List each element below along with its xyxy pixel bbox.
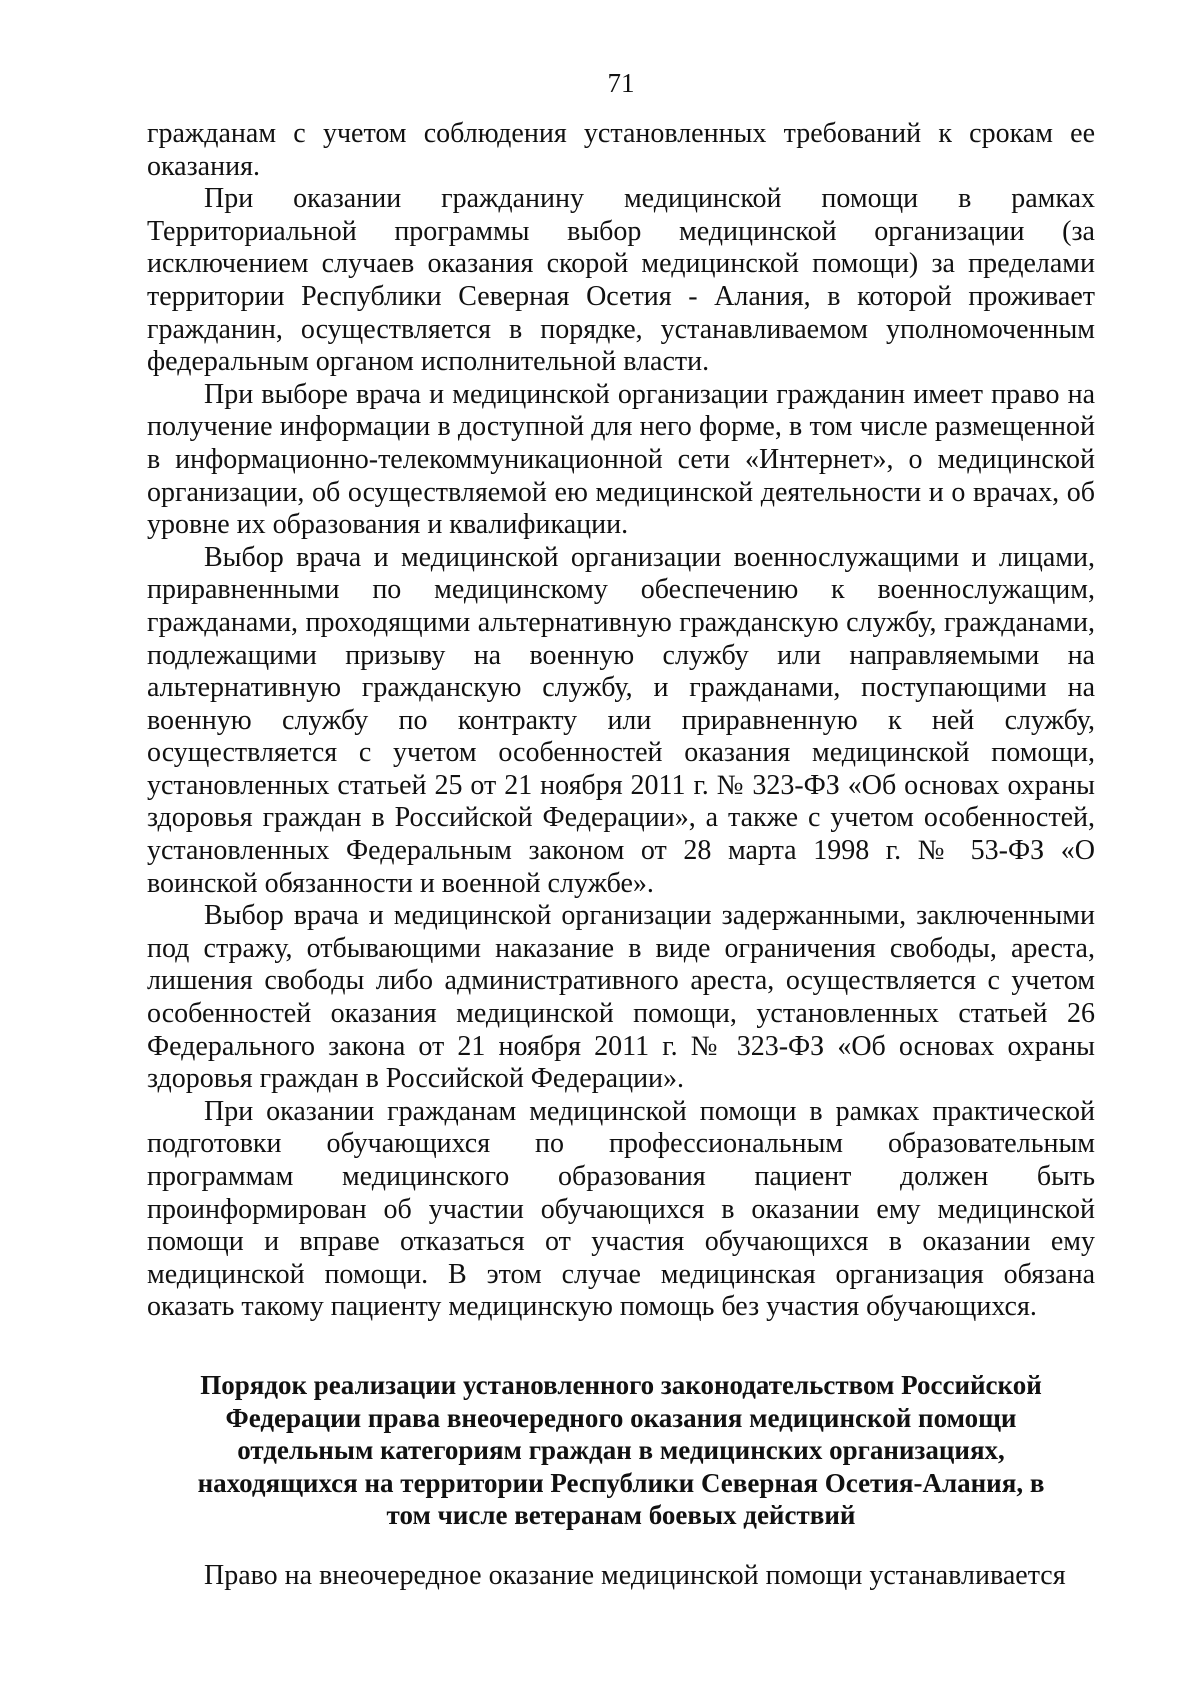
paragraph-right-to-information: При выборе врача и медицинской организации гражданин имеет право на получение информации в доступной для него форме, в том числе размещенной в информационно-телекоммуникационной сети «Интернет», о медицинской организации, об осуществляемой ею медицинской деятельности и о врачах, об уровне их образования и квалификации. [147,378,1095,541]
page-number: 71 [607,68,635,98]
section-heading-line: отдельным категориям граждан в медицинских организациях, [237,1435,1005,1466]
section-heading-line: Федерации права внеочередного оказания медицинской помощи [225,1402,1017,1433]
document-page [147,66,1095,1593]
section-heading [147,1369,1095,1532]
section-heading-line: находящихся на территории Республики Северная Осетия-Алания, в [197,1467,1045,1498]
paragraph-choice-outside-region: При оказании гражданину медицинской помощи в рамках Территориальной программы выбор медицинской организации (за исключением случаев оказания скорой медицинской помощи) за пределами территории Республики Северная Осетия - Алания, в которой проживает гражданин, осуществляется в порядке, устанавливаемом уполномоченным федеральным органом исполнительной власти. [147,183,1095,378]
paragraph-continuation: гражданам с учетом соблюдения установленных требований к срокам ее оказания. [147,118,1095,182]
paragraph-military-personnel: Выбор врача и медицинской организации военнослужащими и лицами, приравненными по медицинскому обеспечению к военнослужащим, гражданами, проходящими альтернативную гражданскую службу, гражданами, подлежащими призыву на военную службу или направляемыми на альтернативную гражданскую службу, и гражданами, поступающими на военную службу по контракту или приравненную к ней службу, осуществляется с учетом особенностей оказания медицинской помощи, установленных статьей 25 от 21 ноября 2011 г. № 323-ФЗ «Об основах охраны здоровья граждан в Российской Федерации», а также с учетом особенностей, установленных Федеральным законом от 28 марта 1998 г. № 53-ФЗ «О воинской обязанности и военной службе». [147,541,1095,899]
paragraph-students-participation: При оказании гражданам медицинской помощи в рамках практической подготовки обучающихся по профессиональным образовательным программам медицинского образования пациент должен быть проинформирован об участии обучающихся в оказании ему медицинской помощи и вправе отказаться от участия обучающихся в оказании ему медицинской помощи. В этом случае медицинская организация обязана оказать такому пациенту медицинскую помощь без участия обучающихся. [147,1095,1095,1323]
section-heading-line: том числе ветеранам боевых действий [386,1500,856,1531]
section-heading-line: Порядок реализации установленного законодательством Российской [200,1369,1042,1400]
paragraph-detainees: Выбор врача и медицинской организации задержанными, заключенными под стражу, отбывающими наказание в виде ограничения свободы, ареста, лишения свободы либо административного ареста, осуществляется с учетом особенностей оказания медицинской помощи, установленных статьей 26 Федерального закона от 21 ноября 2011 г. № 323-ФЗ «Об основах охраны здоровья граждан в Российской Федерации». [147,900,1095,1095]
paragraph-priority-right: Право на внеочередное оказание медицинской помощи устанавливается [204,1559,1066,1591]
